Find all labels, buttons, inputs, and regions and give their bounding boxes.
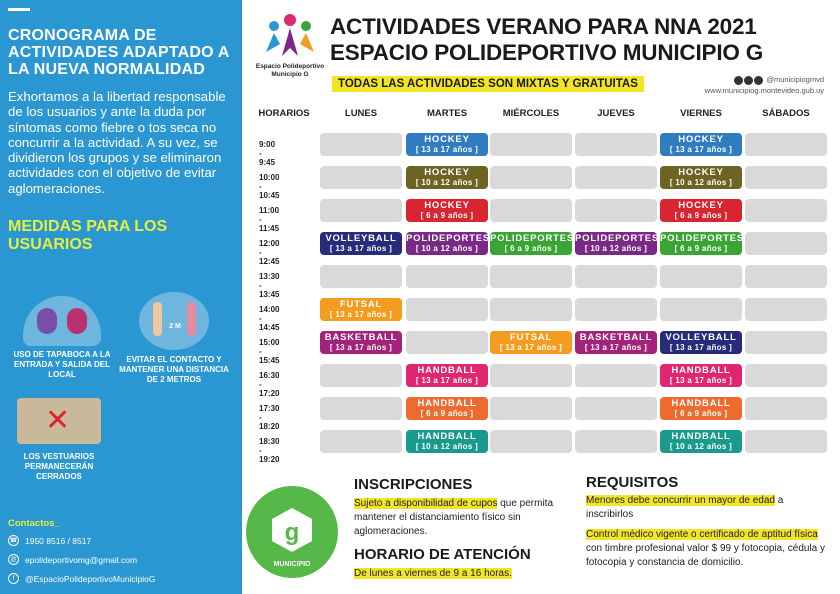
day-header: VIERNES xyxy=(680,108,722,119)
facebook-icon: f xyxy=(8,573,19,584)
activity-name: VOLLEYBALL xyxy=(665,331,737,343)
lockers-closed-icon: ✕ xyxy=(17,398,101,444)
info-sidebar xyxy=(0,0,242,594)
email-icon: @ xyxy=(8,554,19,565)
measure-distance-text: EVITAR EL CONTACTO Y MANTENER UNA DISTANCIA DE 2 METROS xyxy=(119,355,229,384)
empty-slot xyxy=(320,199,402,222)
horario-text: De lunes a viernes de 9 a 16 horas. xyxy=(354,568,512,579)
activity-slot[interactable] xyxy=(406,166,488,189)
measure-mask xyxy=(12,296,112,380)
page-title: ACTIVIDADES VERANO PARA NNA 2021 xyxy=(330,14,757,39)
measure-mask-text: USO DE TAPABOCA A LA ENTRADA Y SALIDA DEL LOCAL xyxy=(13,350,111,379)
activity-name: HOCKEY xyxy=(424,199,470,211)
activity-name: POLIDEPORTES xyxy=(490,232,575,244)
empty-slot xyxy=(320,133,402,156)
municipio-g-logo xyxy=(246,486,338,578)
time-slot: 15:00 - 15:45 xyxy=(259,338,280,365)
activity-ages: [ 6 a 9 años ] xyxy=(504,243,558,253)
empty-slot xyxy=(660,298,742,321)
empty-slot xyxy=(490,166,572,189)
empty-slot xyxy=(406,298,488,321)
activity-ages: [ 13 a 17 años ] xyxy=(329,243,393,253)
muni-letter: g xyxy=(284,519,300,546)
empty-slot xyxy=(745,199,827,222)
activity-ages: [ 10 a 12 años ] xyxy=(415,177,479,187)
activity-slot[interactable] xyxy=(660,199,742,222)
activity-ages: [ 10 a 12 años ] xyxy=(669,177,733,187)
time-slot: 11:00 - 11:45 xyxy=(259,206,280,233)
activity-ages: [ 13 a 17 años ] xyxy=(584,342,648,352)
activity-slot[interactable] xyxy=(660,166,742,189)
measure-lockers xyxy=(12,398,106,482)
activity-name: POLIDEPORTES xyxy=(406,232,491,244)
measures-title: MEDIDAS PARA LOS USUARIOS xyxy=(8,218,168,254)
horario-title: HORARIO DE ATENCIÓN xyxy=(354,546,531,563)
social-handle[interactable]: @municipiogmvd xyxy=(766,75,824,84)
activity-ages: [ 13 a 17 años ] xyxy=(669,342,733,352)
contact-phone: 1950 8516 / 8517 xyxy=(25,535,92,546)
activity-slot[interactable] xyxy=(660,331,742,354)
activity-ages: [ 13 a 17 años ] xyxy=(329,309,393,319)
activity-name: POLIDEPORTES xyxy=(575,232,660,244)
municipio-g-icon xyxy=(246,486,338,578)
empty-slot xyxy=(745,133,827,156)
empty-slot xyxy=(406,331,488,354)
activity-ages: [ 6 a 9 años ] xyxy=(674,210,728,220)
activity-ages: [ 13 a 17 años ] xyxy=(329,342,393,352)
empty-slot xyxy=(745,397,827,420)
activity-ages: [ 6 a 9 años ] xyxy=(420,408,474,418)
empty-slot xyxy=(575,430,657,453)
time-slot: 12:00 - 12:45 xyxy=(259,239,280,266)
measure-distance xyxy=(118,292,230,385)
empty-slot xyxy=(575,397,657,420)
phone-icon: ☎ xyxy=(8,535,19,546)
instagram-icon xyxy=(744,76,753,85)
logo-text: Espacio Polideportivo Municipio G xyxy=(255,63,325,78)
facebook-icon xyxy=(734,76,743,85)
activity-ages: [ 13 a 17 años ] xyxy=(669,144,733,154)
empty-slot xyxy=(320,166,402,189)
activity-slot[interactable] xyxy=(406,133,488,156)
empty-slot xyxy=(660,265,742,288)
activity-name: HANDBALL xyxy=(417,430,477,442)
activity-name: HANDBALL xyxy=(671,430,731,442)
empty-slot xyxy=(320,265,402,288)
empty-slot xyxy=(406,265,488,288)
time-slot: 10:00 - 10:45 xyxy=(259,173,280,200)
empty-slot xyxy=(745,331,827,354)
activity-name: HANDBALL xyxy=(671,364,731,376)
activity-ages: [ 13 a 17 años ] xyxy=(415,144,479,154)
activity-name: HOCKEY xyxy=(678,133,724,145)
time-slot: 18:30 - 19:20 xyxy=(259,437,280,464)
activity-name: BASKETBALL xyxy=(579,331,653,343)
page-subtitle: ESPACIO POLIDEPORTIVO MUNICIPIO G xyxy=(330,40,764,65)
empty-slot xyxy=(745,364,827,387)
inscripciones-title: INSCRIPCIONES xyxy=(354,476,473,493)
contacts xyxy=(8,518,156,592)
empty-slot xyxy=(745,265,827,288)
distance-icon xyxy=(139,292,209,350)
activity-name: FUTSAL xyxy=(509,331,553,343)
activity-slot[interactable] xyxy=(320,298,402,321)
activity-name: HOCKEY xyxy=(424,166,470,178)
day-header: SÁBADOS xyxy=(762,108,810,119)
empty-slot xyxy=(490,298,572,321)
activity-slot[interactable] xyxy=(660,133,742,156)
time-slot: 9:00 - 9:45 xyxy=(259,140,276,167)
main-content xyxy=(242,0,840,594)
website[interactable]: www.municipiog.montevideo.gub.uy xyxy=(704,86,824,95)
empty-slot xyxy=(745,298,827,321)
empty-slot xyxy=(490,364,572,387)
requisitos-title: REQUISITOS xyxy=(586,474,679,491)
empty-slot xyxy=(575,265,657,288)
day-header: JUEVES xyxy=(597,108,635,119)
empty-slot xyxy=(490,133,572,156)
activity-slot[interactable] xyxy=(406,430,488,453)
activity-ages: [ 10 a 12 años ] xyxy=(415,441,479,451)
activity-ages: [ 6 a 9 años ] xyxy=(674,408,728,418)
day-header: HORARIOS xyxy=(258,108,310,119)
activity-name: POLIDEPORTES xyxy=(660,232,745,244)
requisitos-2: Control médico vigente o certificado de aptitud física con timbre profesional valor $ 99 y fotocopia, cédula y fotocopia y constancia de domicilio. xyxy=(586,529,826,568)
activity-slot[interactable] xyxy=(320,331,402,354)
empty-slot xyxy=(320,430,402,453)
activity-slot[interactable] xyxy=(406,397,488,420)
empty-slot xyxy=(320,364,402,387)
activity-slot[interactable] xyxy=(660,430,742,453)
activity-slot[interactable] xyxy=(406,364,488,387)
activity-name: BASKETBALL xyxy=(324,331,398,343)
muni-label: MUNICIPIO xyxy=(273,561,311,568)
empty-slot xyxy=(490,397,572,420)
accent-bar xyxy=(8,8,30,11)
activity-ages: [ 10 a 12 años ] xyxy=(415,243,479,253)
empty-slot xyxy=(575,364,657,387)
empty-slot xyxy=(490,199,572,222)
day-header: LUNES xyxy=(344,108,378,119)
time-slot: 13:30 - 13:45 xyxy=(259,272,280,299)
activity-ages: [ 6 a 9 años ] xyxy=(420,210,474,220)
logo xyxy=(252,12,328,79)
activity-ages: [ 10 a 12 años ] xyxy=(584,243,648,253)
activity-ages: [ 6 a 9 años ] xyxy=(674,243,728,253)
twitter-icon xyxy=(754,76,763,85)
activity-name: HOCKEY xyxy=(678,199,724,211)
activity-slot[interactable] xyxy=(406,199,488,222)
empty-slot xyxy=(745,430,827,453)
free-mixed-banner: TODAS LAS ACTIVIDADES SON MIXTAS Y GRATUITAS xyxy=(332,76,644,92)
activity-ages: [ 13 a 17 años ] xyxy=(499,342,563,352)
contact-email[interactable]: epolideportivomg@gmail.com xyxy=(25,554,138,565)
activity-slot[interactable] xyxy=(575,331,657,354)
activity-name: VOLLEYBALL xyxy=(325,232,397,244)
sidebar-title: CRONOGRAMA DE ACTIVIDADES ADAPTADO A LA NUEVA NORMALIDAD xyxy=(8,27,229,78)
activity-slot[interactable] xyxy=(490,331,572,354)
activity-slot[interactable] xyxy=(660,397,742,420)
mask-icon xyxy=(23,296,101,346)
empty-slot xyxy=(575,199,657,222)
time-slot: 16:30 - 17:20 xyxy=(259,371,280,398)
activity-name: HOCKEY xyxy=(424,133,470,145)
activity-name: FUTSAL xyxy=(339,298,383,310)
empty-slot xyxy=(575,133,657,156)
activity-slot[interactable] xyxy=(406,232,491,255)
activity-ages: [ 10 a 12 años ] xyxy=(669,441,733,451)
empty-slot xyxy=(745,232,827,255)
activity-slot[interactable] xyxy=(660,364,742,387)
activity-name: HANDBALL xyxy=(671,397,731,409)
empty-slot xyxy=(575,298,657,321)
measure-lockers-text: LOS VESTUARIOS PERMANECERÁN CERRADOS xyxy=(23,452,95,481)
people-logo-icon xyxy=(260,12,320,60)
activity-slot[interactable] xyxy=(320,232,402,255)
empty-slot xyxy=(320,397,402,420)
contacts-title: Contactos_ xyxy=(8,518,60,529)
activity-ages: [ 13 a 17 años ] xyxy=(669,375,733,385)
activity-slot[interactable] xyxy=(490,232,575,255)
activity-slot[interactable] xyxy=(660,232,745,255)
time-slot: 17:30 - 18:20 xyxy=(259,404,280,431)
day-header: MARTES xyxy=(426,108,468,119)
empty-slot xyxy=(490,430,572,453)
contact-facebook[interactable]: @EspacioPolideportivoMunicipioG xyxy=(25,573,156,584)
empty-slot xyxy=(575,166,657,189)
activity-name: HANDBALL xyxy=(417,364,477,376)
inscripciones-text: Sujeto a disponibilidad de cupos que permita mantener el distanciamiento físico sin aglomeraciones. xyxy=(354,498,554,537)
requisitos-1: Menores debe concurrir un mayor de edad a inscribirlos xyxy=(586,495,784,520)
day-header: MIÉRCOLES xyxy=(502,108,560,119)
empty-slot xyxy=(745,166,827,189)
distance-label: 2 M xyxy=(169,323,181,330)
activity-ages: [ 13 a 17 años ] xyxy=(415,375,479,385)
activity-name: HOCKEY xyxy=(678,166,724,178)
activity-name: HANDBALL xyxy=(417,397,477,409)
social-links xyxy=(705,74,824,96)
empty-slot xyxy=(490,265,572,288)
activity-slot[interactable] xyxy=(575,232,660,255)
sidebar-intro: Exhortamos a la libertad responsable de los usuarios y ante la duda por síntomas como fiebre o tos seca no concurrir a la actividad. A su vez, se dividieron los grupos y se eliminaron actividades con el objetivo de evitar aglomeraciones. xyxy=(8,89,226,196)
time-slot: 14:00 - 14:45 xyxy=(259,305,280,332)
